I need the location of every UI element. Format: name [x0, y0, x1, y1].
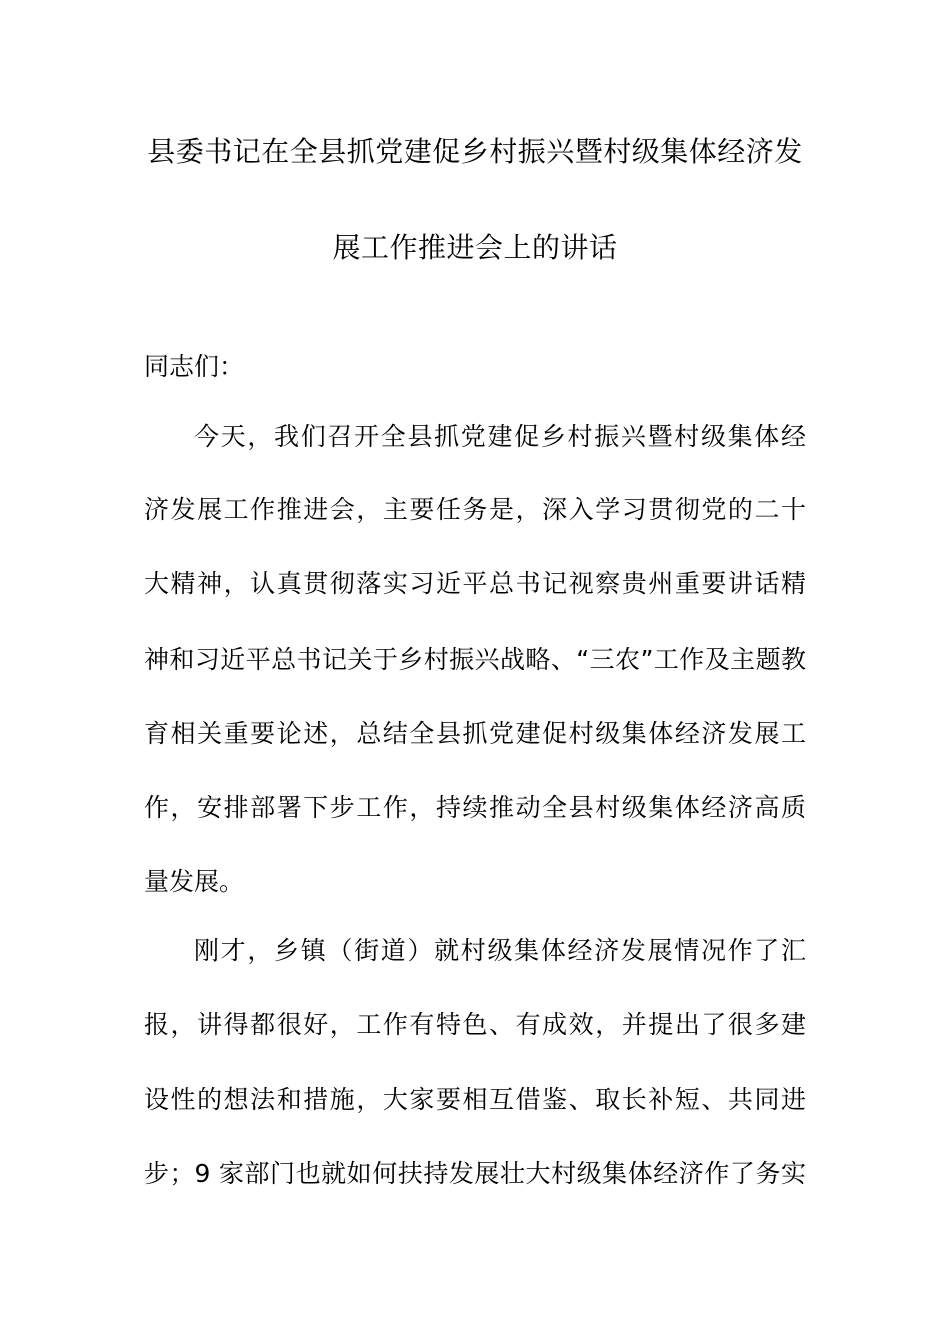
- paragraph-1-line: 量发展。: [144, 867, 245, 896]
- document-title-line-2: 展工作推进会上的讲话: [332, 231, 618, 264]
- paragraph-1-line: 济发展工作推进会，主要任务是，深入学习贯彻党的二十: [144, 495, 806, 524]
- paragraph-2-line: 报，讲得都很好，工作有特色、有成效，并提出了很多建: [144, 1010, 806, 1039]
- paragraph-2-line: 步；9 家部门也就如何扶持发展壮大村级集体经济作了务实: [144, 1159, 806, 1188]
- salutation: 同志们：: [144, 352, 245, 381]
- paragraph-1-line: 神和习近平总书记关于乡村振兴战略、“三农”工作及主题教: [144, 645, 806, 674]
- paragraph-1-line: 育相关重要论述，总结全县抓党建促村级集体经济发展工: [144, 719, 806, 748]
- paragraph-2-line: 刚才，乡镇（街道）就村级集体经济发展情况作了汇: [194, 936, 806, 965]
- document-title-line-1: 县委书记在全县抓党建促乡村振兴暨村级集体经济发: [147, 135, 803, 168]
- paragraph-1-line: 今天，我们召开全县抓党建促乡村振兴暨村级集体经: [194, 422, 806, 451]
- paragraph-2-line: 设性的想法和措施，大家要相互借鉴、取长补短、共同进: [144, 1085, 806, 1114]
- paragraph-1-line: 大精神，认真贯彻落实习近平总书记视察贵州重要讲话精: [144, 569, 806, 598]
- paragraph-1-line: 作，安排部署下步工作，持续推动全县村级集体经济高质: [144, 793, 806, 822]
